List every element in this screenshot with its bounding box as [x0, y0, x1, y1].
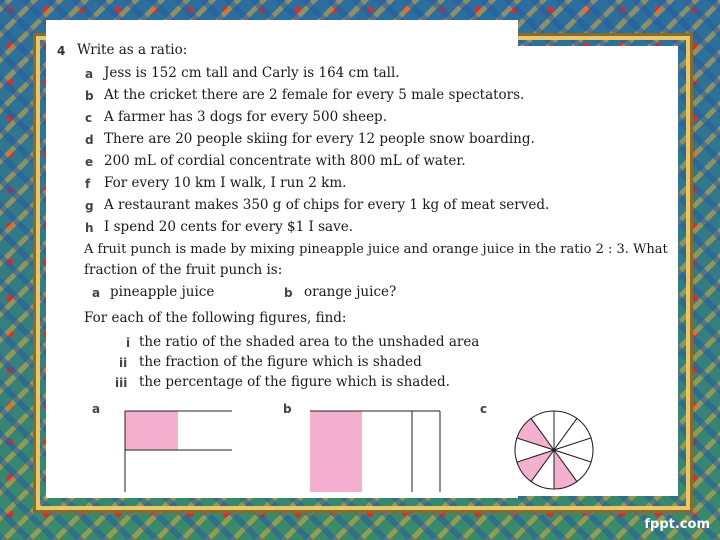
item-text: At the cricket there are 2 female for every 5 male spectators. — [104, 87, 525, 103]
item-label: f — [85, 177, 91, 191]
shaded-region — [310, 411, 362, 492]
sub-label: i — [126, 336, 131, 350]
sub-text: the ratio of the shaded area to the unshaded area — [139, 334, 480, 350]
sub-text: the fraction of the figure which is shaded — [139, 354, 422, 370]
part-label: b — [284, 286, 293, 300]
question-number: 4 — [57, 44, 66, 58]
item-label: h — [85, 221, 94, 235]
figure-label-b: b — [283, 402, 292, 416]
item-text: 200 mL of cordial concentrate with 800 mL of water. — [104, 153, 466, 169]
circle-figure — [515, 411, 593, 489]
item-text: For every 10 km I walk, I run 2 km. — [104, 175, 347, 191]
item-text: I spend 20 cents for every $1 I save. — [104, 219, 353, 235]
brand-logo: fppt.com — [644, 517, 710, 532]
part-text: orange juice? — [304, 284, 397, 300]
figure-a — [122, 408, 234, 492]
item-text: A farmer has 3 dogs for every 500 sheep. — [104, 109, 387, 125]
item-label: c — [85, 111, 93, 125]
item-text: There are 20 people skiing for every 12 people snow boarding. — [104, 131, 535, 147]
part-text: pineapple juice — [110, 284, 215, 300]
figure-b — [307, 408, 443, 492]
item-text: Jess is 152 cm tall and Carly is 164 cm tall. — [104, 65, 400, 81]
item-label: e — [85, 155, 94, 169]
question-heading: Write as a ratio: — [77, 42, 188, 58]
question-text: For each of the following figures, find: — [84, 310, 347, 326]
item-label: g — [85, 199, 94, 213]
part-label: a — [92, 286, 101, 300]
shaded-region — [125, 411, 178, 450]
question-text: A fruit punch is made by mixing pineapple juice and orange juice in the ratio 2 : 3. What — [84, 242, 668, 257]
sub-label: ii — [119, 356, 128, 370]
sub-text: the percentage of the figure which is shaded. — [139, 374, 450, 390]
item-label: b — [85, 89, 94, 103]
figure-label-c: c — [480, 402, 488, 416]
question-text: fraction of the fruit punch is: — [84, 262, 283, 278]
figure-c — [512, 408, 596, 492]
figure-label-a: a — [92, 402, 101, 416]
item-label: d — [85, 133, 94, 147]
sub-label: iii — [115, 376, 128, 390]
item-label: a — [85, 67, 94, 81]
item-text: A restaurant makes 350 g of chips for every 1 kg of meat served. — [104, 197, 550, 213]
